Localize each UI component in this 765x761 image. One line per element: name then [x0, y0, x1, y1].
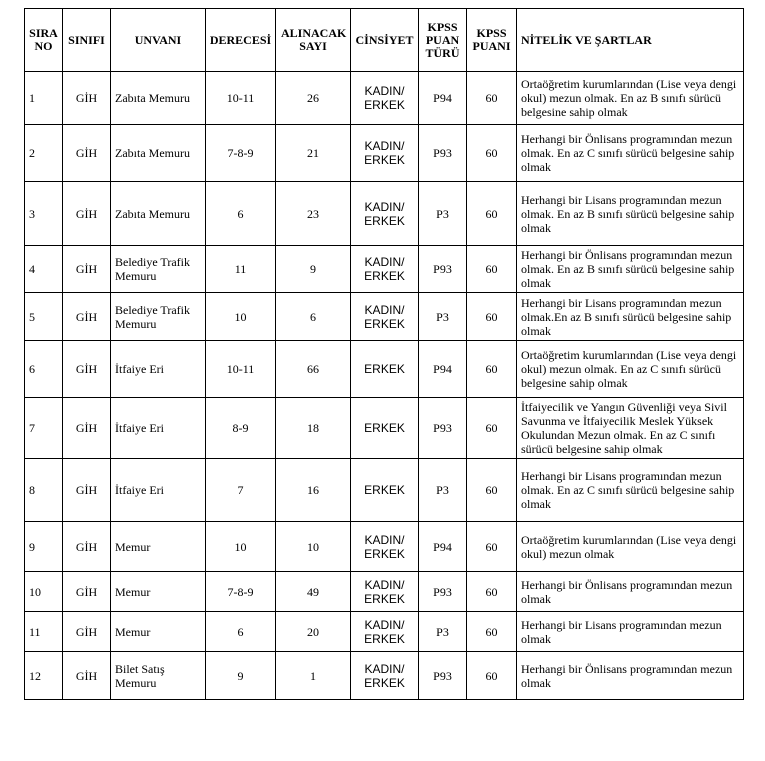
- cell-kpss-puani: 60: [467, 652, 517, 700]
- header-alinacak-sayi-label: ALINACAK SAYI: [281, 26, 347, 53]
- cell-sira-no: 9: [25, 522, 63, 572]
- cell-cinsiyet-label: KADIN/ ERKEK: [364, 255, 405, 283]
- cell-derecesi: 6: [206, 182, 276, 246]
- header-kpss-puani: [467, 9, 517, 72]
- cell-alinacak-sayi: 66: [276, 341, 351, 398]
- cell-kpss-puan-turu: P94: [419, 72, 467, 125]
- header-derecesi: DERECESİ: [206, 9, 276, 72]
- cell-cinsiyet-label: KADIN/ ERKEK: [364, 199, 405, 228]
- cell-unvani-label: Zabıta Memuru: [115, 206, 190, 221]
- cell-alinacak-sayi: 1: [276, 652, 351, 700]
- table-row: [25, 293, 744, 341]
- cell-derecesi: 10: [206, 522, 276, 572]
- cell-kpss-puan-turu: P3: [419, 182, 467, 246]
- cell-kpss-puan-turu: P93: [419, 246, 467, 293]
- cell-cinsiyet: [351, 293, 419, 341]
- cell-derecesi: 8-9: [206, 398, 276, 459]
- cell-nitelik-ve-sartlar: Herhangi bir Önlisans programından mezun olmak. En az C sınıfı sürücü belgesine sahip olmak: [517, 125, 744, 182]
- header-row: [25, 9, 744, 72]
- cell-sinifi: GİH: [63, 341, 111, 398]
- cell-cinsiyet: [351, 341, 419, 398]
- cell-unvani-label: Memur: [115, 584, 151, 599]
- cell-cinsiyet-label: KADIN/ ERKEK: [364, 577, 405, 606]
- cell-unvani-label: Memur: [115, 624, 151, 639]
- table-row: [25, 522, 744, 572]
- cell-alinacak-sayi: 18: [276, 398, 351, 459]
- cell-kpss-puani: 60: [467, 341, 517, 398]
- cell-unvani-label: İtfaiye Eri: [115, 421, 164, 435]
- cell-unvani: [111, 246, 206, 293]
- header-cinsiyet: CİNSİYET: [351, 9, 419, 72]
- cell-kpss-puan-turu: P3: [419, 612, 467, 652]
- table-row: [25, 125, 744, 182]
- cell-kpss-puani: 60: [467, 522, 517, 572]
- cell-unvani: [111, 572, 206, 612]
- cell-alinacak-sayi: 6: [276, 293, 351, 341]
- cell-nitelik-ve-sartlar: Ortaöğretim kurumlarından (Lise veya dengi okul) mezun olmak. En az C sınıfı sürücü belgesine sahip olmak: [517, 341, 744, 398]
- cell-alinacak-sayi: 21: [276, 125, 351, 182]
- header-kpss-puan-turu-label: KPSS PUAN TÜRÜ: [425, 19, 460, 60]
- header-kpss-puani-label: KPSS PUANI: [472, 26, 511, 53]
- cell-kpss-puan-turu: P3: [419, 293, 467, 341]
- cell-kpss-puan-turu: P94: [419, 341, 467, 398]
- cell-unvani-label: Bilet Satış Memuru: [115, 661, 165, 690]
- cell-unvani: [111, 125, 206, 182]
- table-row: [25, 72, 744, 125]
- cell-derecesi: 7-8-9: [206, 125, 276, 182]
- cell-unvani: [111, 72, 206, 125]
- table-row: [25, 572, 744, 612]
- cell-derecesi: 7-8-9: [206, 572, 276, 612]
- recruitment-table: [24, 8, 744, 700]
- cell-sinifi: GİH: [63, 522, 111, 572]
- cell-kpss-puani: 60: [467, 246, 517, 293]
- cell-alinacak-sayi: 20: [276, 612, 351, 652]
- cell-derecesi: 10-11: [206, 341, 276, 398]
- cell-nitelik-ve-sartlar: Ortaöğretim kurumlarından (Lise veya dengi okul) mezun olmak. En az B sınıfı sürücü belgesine sahip olmak: [517, 72, 744, 125]
- cell-sinifi: GİH: [63, 652, 111, 700]
- cell-kpss-puani: 60: [467, 293, 517, 341]
- table-row: [25, 459, 744, 522]
- table-row: [25, 652, 744, 700]
- cell-cinsiyet-label: ERKEK: [364, 483, 405, 497]
- cell-cinsiyet-label: KADIN/ ERKEK: [364, 302, 405, 331]
- header-unvani: UNVANI: [111, 9, 206, 72]
- cell-cinsiyet: [351, 246, 419, 293]
- cell-sinifi: GİH: [63, 612, 111, 652]
- cell-sira-no: 3: [25, 182, 63, 246]
- cell-cinsiyet-label: KADIN/ ERKEK: [364, 661, 405, 690]
- header-nitelik-ve-sartlar: NİTELİK VE ŞARTLAR: [517, 9, 744, 72]
- cell-sinifi: GİH: [63, 72, 111, 125]
- cell-alinacak-sayi: 49: [276, 572, 351, 612]
- cell-nitelik-ve-sartlar: İtfaiyecilik ve Yangın Güvenliği veya Sivil Savunma ve İtfaiyecilik Meslek Yüksek Okulundan Mezun olmak. En az C sınıfı sürücü belgesine sahip olmak: [517, 398, 744, 459]
- cell-unvani-label: Belediye Trafik Memuru: [115, 302, 190, 331]
- cell-cinsiyet-label: KADIN/ ERKEK: [364, 532, 405, 561]
- cell-sinifi: GİH: [63, 246, 111, 293]
- cell-cinsiyet-label: KADIN/ ERKEK: [364, 84, 405, 112]
- cell-sira-no: 10: [25, 572, 63, 612]
- cell-cinsiyet: [351, 125, 419, 182]
- table-row: [25, 182, 744, 246]
- cell-cinsiyet-label: ERKEK: [364, 362, 405, 376]
- cell-cinsiyet-label: KADIN/ ERKEK: [364, 617, 405, 646]
- table-row: [25, 398, 744, 459]
- cell-nitelik-ve-sartlar: Herhangi bir Önlisans programından mezun olmak: [517, 652, 744, 700]
- cell-unvani-label: Zabıta Memuru: [115, 91, 190, 105]
- cell-unvani-label: Zabıta Memuru: [115, 146, 190, 160]
- cell-sira-no: 4: [25, 246, 63, 293]
- cell-unvani: [111, 652, 206, 700]
- cell-cinsiyet: [351, 398, 419, 459]
- cell-alinacak-sayi: 26: [276, 72, 351, 125]
- cell-nitelik-ve-sartlar: Herhangi bir Önlisans programından mezun olmak. En az B sınıfı sürücü belgesine sahip olmak: [517, 246, 744, 293]
- table-row: [25, 341, 744, 398]
- header-kpss-puan-turu: [419, 9, 467, 72]
- cell-alinacak-sayi: 9: [276, 246, 351, 293]
- cell-unvani: [111, 612, 206, 652]
- cell-unvani-label: Belediye Trafik Memuru: [115, 255, 190, 283]
- cell-sinifi: GİH: [63, 125, 111, 182]
- cell-nitelik-ve-sartlar: Herhangi bir Lisans programından mezun olmak. En az C sınıfı sürücü belgesine sahip olmak: [517, 459, 744, 522]
- header-alinacak-sayi: [276, 9, 351, 72]
- cell-unvani: [111, 341, 206, 398]
- cell-kpss-puani: 60: [467, 125, 517, 182]
- cell-derecesi: 10: [206, 293, 276, 341]
- cell-cinsiyet: [351, 72, 419, 125]
- cell-kpss-puani: 60: [467, 459, 517, 522]
- cell-unvani-label: Memur: [115, 539, 151, 554]
- cell-cinsiyet: [351, 652, 419, 700]
- cell-kpss-puani: 60: [467, 572, 517, 612]
- cell-sira-no: 12: [25, 652, 63, 700]
- cell-kpss-puani: 60: [467, 72, 517, 125]
- cell-cinsiyet: [351, 612, 419, 652]
- cell-sira-no: 11: [25, 612, 63, 652]
- cell-kpss-puan-turu: P94: [419, 522, 467, 572]
- cell-kpss-puan-turu: P93: [419, 572, 467, 612]
- cell-sinifi: GİH: [63, 182, 111, 246]
- cell-alinacak-sayi: 10: [276, 522, 351, 572]
- cell-sira-no: 5: [25, 293, 63, 341]
- cell-unvani: [111, 398, 206, 459]
- cell-kpss-puani: 60: [467, 182, 517, 246]
- cell-alinacak-sayi: 16: [276, 459, 351, 522]
- cell-unvani: [111, 522, 206, 572]
- cell-kpss-puan-turu: P93: [419, 125, 467, 182]
- cell-derecesi: 10-11: [206, 72, 276, 125]
- cell-cinsiyet: [351, 182, 419, 246]
- cell-sinifi: GİH: [63, 293, 111, 341]
- cell-sira-no: 6: [25, 341, 63, 398]
- cell-unvani: [111, 459, 206, 522]
- cell-sira-no: 1: [25, 72, 63, 125]
- table-row: [25, 246, 744, 293]
- cell-cinsiyet: [351, 522, 419, 572]
- cell-alinacak-sayi: 23: [276, 182, 351, 246]
- cell-kpss-puani: 60: [467, 612, 517, 652]
- cell-nitelik-ve-sartlar: Herhangi bir Lisans programından mezun olmak.En az B sınıfı sürücü belgesine sahip olmak: [517, 293, 744, 341]
- cell-nitelik-ve-sartlar: Ortaöğretim kurumlarından (Lise veya dengi okul) mezun olmak: [517, 522, 744, 572]
- cell-derecesi: 9: [206, 652, 276, 700]
- cell-sinifi: GİH: [63, 459, 111, 522]
- cell-cinsiyet: [351, 459, 419, 522]
- cell-derecesi: 7: [206, 459, 276, 522]
- header-sira-no: [25, 9, 63, 72]
- cell-cinsiyet-label: KADIN/ ERKEK: [364, 139, 405, 167]
- cell-nitelik-ve-sartlar: Herhangi bir Lisans programından mezun olmak: [517, 612, 744, 652]
- cell-sinifi: GİH: [63, 398, 111, 459]
- cell-unvani-label: İtfaiye Eri: [115, 483, 164, 497]
- cell-sira-no: 2: [25, 125, 63, 182]
- cell-unvani: [111, 182, 206, 246]
- cell-sira-no: 7: [25, 398, 63, 459]
- cell-kpss-puan-turu: P93: [419, 398, 467, 459]
- cell-unvani: [111, 293, 206, 341]
- cell-unvani-label: İtfaiye Eri: [115, 362, 164, 376]
- cell-kpss-puan-turu: P93: [419, 652, 467, 700]
- cell-nitelik-ve-sartlar: Herhangi bir Önlisans programından mezun olmak: [517, 572, 744, 612]
- cell-derecesi: 11: [206, 246, 276, 293]
- cell-kpss-puani: 60: [467, 398, 517, 459]
- header-sira-no-label: SIRA NO: [29, 26, 58, 53]
- cell-kpss-puan-turu: P3: [419, 459, 467, 522]
- cell-sinifi: GİH: [63, 572, 111, 612]
- table-row: [25, 612, 744, 652]
- cell-nitelik-ve-sartlar: Herhangi bir Lisans programından mezun olmak. En az B sınıfı sürücü belgesine sahip olmak: [517, 182, 744, 246]
- cell-cinsiyet: [351, 572, 419, 612]
- recruitment-table-container: [24, 8, 743, 700]
- header-sinifi: SINIFI: [63, 9, 111, 72]
- table-body: [25, 72, 744, 700]
- cell-derecesi: 6: [206, 612, 276, 652]
- cell-sira-no: 8: [25, 459, 63, 522]
- cell-cinsiyet-label: ERKEK: [364, 421, 405, 435]
